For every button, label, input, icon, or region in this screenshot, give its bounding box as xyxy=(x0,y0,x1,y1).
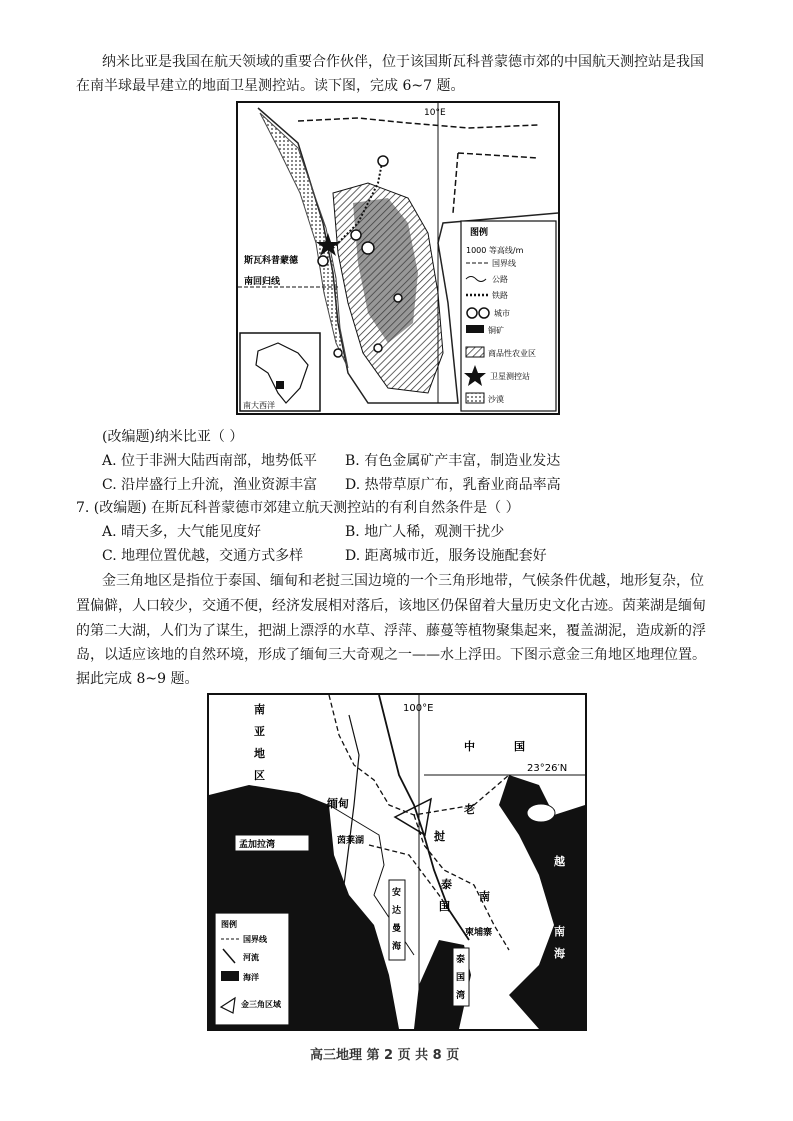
map1-lon-label: 10°E xyxy=(424,108,446,118)
city-marker xyxy=(318,256,328,266)
legend-station: 卫星测控站 xyxy=(490,372,530,381)
laos-1: 老 xyxy=(464,803,475,816)
station-city-label: 斯瓦科普蒙德 xyxy=(244,256,299,266)
gulf-thailand-2: 国 xyxy=(456,973,466,983)
gulf-thailand-3: 湾 xyxy=(456,991,466,1001)
andaman-1: 安 xyxy=(392,888,402,898)
cambodia-label: 柬埔寨 xyxy=(465,928,493,938)
legend-mine: 铜矿 xyxy=(488,326,504,335)
legend-railway: 铁路 xyxy=(492,291,508,300)
city-marker xyxy=(362,242,374,254)
thailand-a-label: 泰 xyxy=(441,878,452,891)
legend-road: 公路 xyxy=(492,275,508,284)
intro2-line4: 岛，以适应该地的自然环境，形成了缅甸三大奇观之一——水上浮田。下图示意金三角地区地理位置。 xyxy=(76,647,706,663)
city-marker xyxy=(351,230,361,240)
legend-agri: 商品性农业区 xyxy=(488,349,536,358)
inle-lake-label: 茵莱湖 xyxy=(337,836,365,846)
q7-stem: 7. (改编题) 在斯瓦科普蒙德市郊建立航天测控站的有利自然条件是（ ） xyxy=(76,500,520,516)
namibia-map xyxy=(236,101,560,415)
city-marker xyxy=(394,294,402,302)
lat-label: 23°26′N xyxy=(527,763,568,774)
legend-city: 城市 xyxy=(494,309,510,318)
andaman-2: 达 xyxy=(392,906,402,916)
legend2-border: 国界线 xyxy=(243,935,267,944)
intro2-line2: 置偏僻，人口较少，交通不便，经济发展相对落后，该地区仍保留着大量历史文化古迹。茵莱湖是缅甸 xyxy=(76,598,706,614)
south-sea-1: 南 xyxy=(554,925,565,938)
south-asia-3: 地 xyxy=(254,747,265,760)
city-marker xyxy=(334,349,342,357)
laos-2: 挝 xyxy=(434,830,445,843)
china-2: 国 xyxy=(514,740,525,753)
q6-option-c: C. 沿岸盛行上升流，渔业资源丰富 xyxy=(102,477,318,493)
south-sea-2: 海 xyxy=(554,947,565,960)
legend2-river: 河流 xyxy=(243,953,259,962)
return-line-label: 南回归线 xyxy=(244,277,281,287)
legend2-title: 图例 xyxy=(221,920,237,929)
q7-option-a: A. 晴天多，大气能见度好 xyxy=(102,524,262,540)
page-footer: 高三地理 第 2 页 共 8 页 xyxy=(310,1048,460,1063)
china-1: 中 xyxy=(464,740,475,753)
andaman-3: 曼 xyxy=(392,924,402,934)
thailand-b-label: 国 xyxy=(439,900,450,913)
south-asia-1: 南 xyxy=(254,703,265,716)
legend-desert: 沙漠 xyxy=(488,395,504,404)
golden-triangle-map xyxy=(207,693,587,1031)
city-marker xyxy=(378,156,388,166)
intro2-line3: 的第二大湖，人们为了谋生，把湖上漂浮的水草、浮萍、藤蔓等植物聚集起来，覆盖湖泥，造成新的浮 xyxy=(76,623,706,639)
q7-option-d: D. 距离城市近，服务设施配套好 xyxy=(345,548,547,564)
desert-strip xyxy=(260,113,348,368)
legend2-ocean: 海洋 xyxy=(243,973,259,982)
q6-stem: (改编题)纳米比亚（ ） xyxy=(102,429,244,445)
vietnam-1: 越 xyxy=(554,855,565,868)
lon-label: 100°E xyxy=(403,703,434,714)
legend2-triangle: 金三角区域 xyxy=(241,1000,281,1009)
intro2-line5: 据此完成 8~9 题。 xyxy=(76,671,199,687)
intro1-line1: 纳米比亚是我国在航天领域的重要合作伙伴，位于该国斯瓦科普蒙德市郊的中国航天测控站是我国 xyxy=(102,54,704,70)
gulf-thailand-1: 泰 xyxy=(456,955,466,965)
q6-option-a: A. 位于非洲大陆西南部，地势低平 xyxy=(102,453,318,469)
andaman-4: 海 xyxy=(392,942,402,952)
legend-contour: 1000 等高线/m xyxy=(466,246,524,255)
south-asia-4: 区 xyxy=(254,769,265,782)
q6-option-d: D. 热带草原广布，乳畜业商品率高 xyxy=(345,477,561,493)
myanmar-label: 缅甸 xyxy=(327,797,349,810)
bay-bengal-label: 孟加拉湾 xyxy=(239,840,276,850)
q7-option-c: C. 地理位置优越，交通方式多样 xyxy=(102,548,304,564)
inset-label: 南大西洋 xyxy=(243,401,275,410)
legend-title: 图例 xyxy=(470,228,489,238)
city-marker xyxy=(374,344,382,352)
south-asia-2: 亚 xyxy=(254,725,265,738)
vietnam-2: 南 xyxy=(479,890,490,903)
q7-option-b: B. 地广人稀，观测干扰少 xyxy=(345,524,505,540)
legend-border: 国界线 xyxy=(492,259,516,268)
intro1-line2: 在南半球最早建立的地面卫星测控站。读下图，完成 6~7 题。 xyxy=(76,78,465,94)
intro2-line1: 金三角地区是指位于泰国、缅甸和老挝三国边境的一个三角形地带，气候条件优越，地形复杂，位 xyxy=(102,573,704,589)
q6-option-b: B. 有色金属矿产丰富，制造业发达 xyxy=(345,453,561,469)
